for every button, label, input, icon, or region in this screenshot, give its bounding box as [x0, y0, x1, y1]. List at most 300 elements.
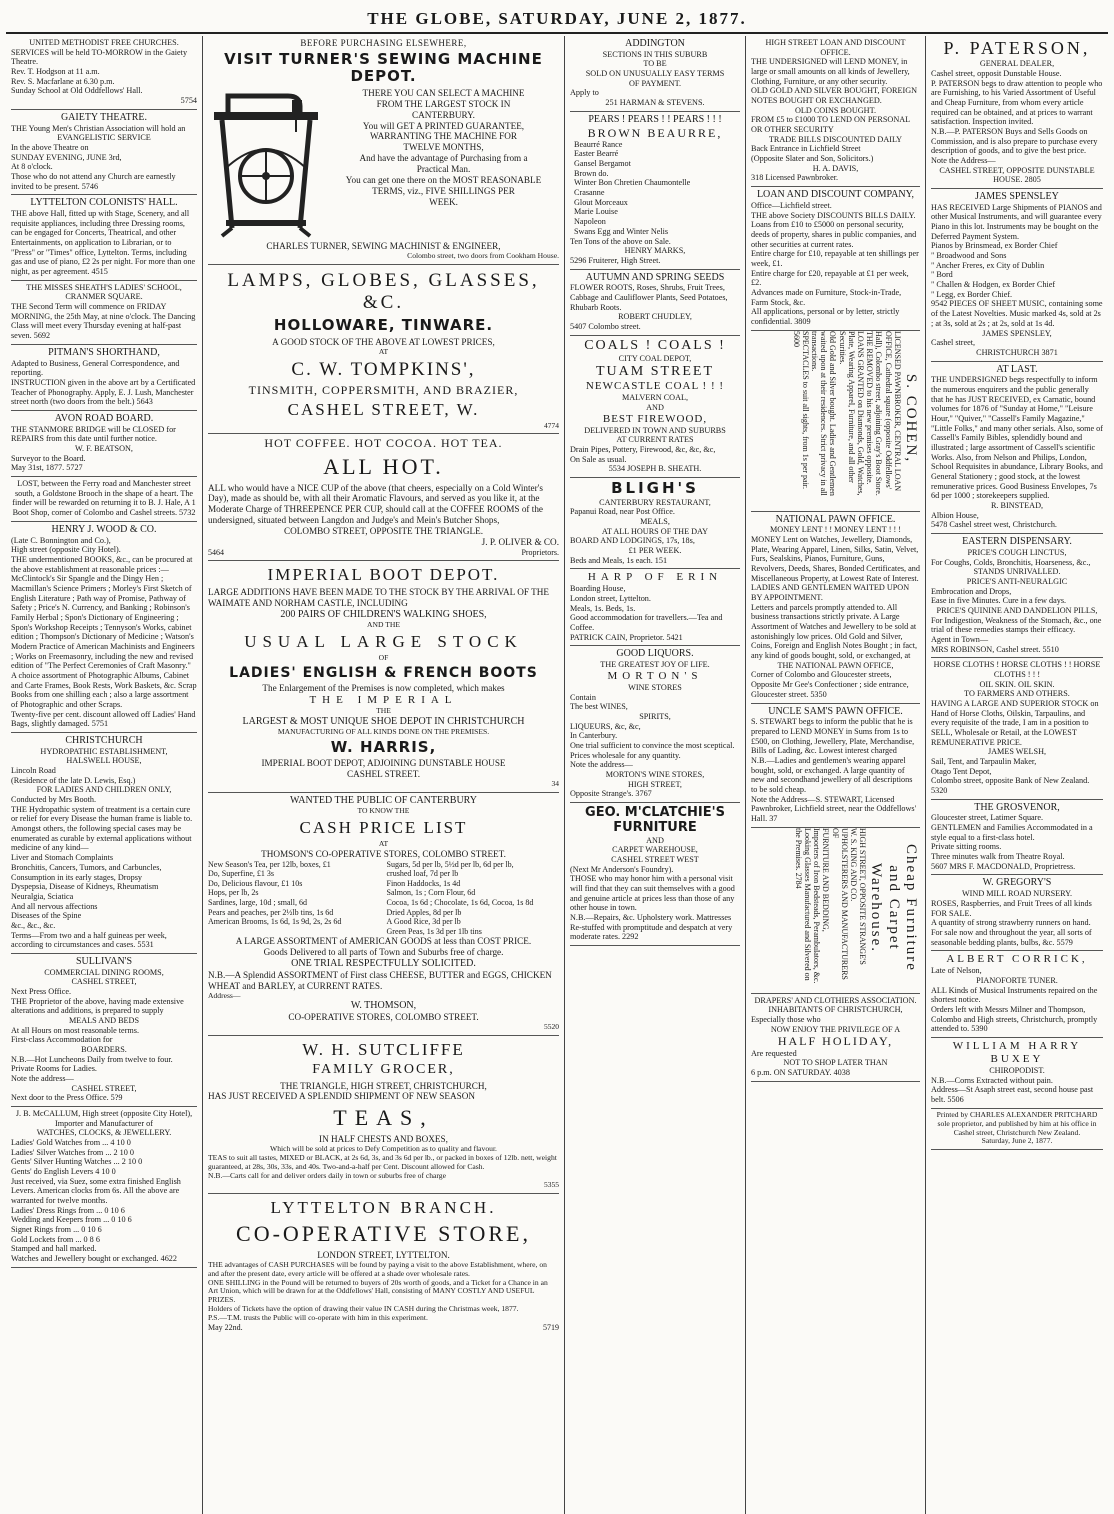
binstead-line: THE UNDERSIGNED begs respectfully to inform the numerous enquirers and the public generally that he has JUST RECEIVED, ex Carnatic, bound volumes for 1876 of "Sunday at Home," "Leisure Hour," "Quiver," "Cassell's Family Magazine," "Little Folks," and many other serials. Also, some of Cassell's Family Bibles, splendidly bound and illustrated ; large assortment of Cassell's scientific Works. Also, from Nelson and Philips, London, School Requisites in abundance, Library Books, and General Stationery ; good stock, at the lowest remunerative prices. Good Business Envelopes, 7s 6d per 1000 ; storekeepers supplied.	[931, 375, 1104, 501]
blighs-line: £1 PER WEEK.	[628, 546, 682, 556]
loan-discount-line: Entire charge for £10, repayable at ten shillings per week, £1.	[751, 249, 919, 268]
binstead-line: 5478 Cashel street west, Christchurch.	[931, 520, 1057, 530]
boot-l10: LARGEST & MOST UNIQUE SHOE DEPOT IN CHRISTCHURCH	[242, 715, 525, 727]
dispensary-line: Embrocation and Drops,	[931, 586, 1012, 596]
national-line: Corner of Colombo and Gloucester streets, Opposite Mr Gee's Confectioner ; side entrance, Gloucester street. 5350	[751, 670, 909, 699]
sullivan-line: THE Proprietor of the above, having made extensive alterations and additions, is prepared to supply	[11, 996, 184, 1016]
dispensary-line: For Coughs, Colds, Bronchitis, Hoarseness, &c.,	[931, 557, 1091, 567]
national-line: THE NATIONAL PAWN OFFICE,	[777, 660, 894, 670]
spensley-line: Cashel street,	[931, 338, 976, 348]
thomson-l6: A LARGE ASSORTMENT of AMERICAN GOODS at less than COST PRICE.	[235, 936, 532, 947]
sullivan-line: Next door to the Press Office. 5?9	[11, 1093, 123, 1103]
ad-pitman	[11, 345, 197, 411]
thomson-l10: Address—	[208, 990, 241, 1000]
thomson-l9: N.B.—A Splendid ASSORTMENT of First class CHEESE, BUTTER and EGGS, CHICKEN WHEAT and BARLEY, at CURRENT RATES.	[208, 969, 552, 991]
blighs-line: Beds and Meals, 1s each. 151	[570, 555, 668, 565]
drapers-line: Especially those who	[751, 1015, 821, 1025]
thomson-price-item: Dried Apples, 8d per lb	[386, 907, 462, 917]
paterson-line: CASHEL STREET, OPPOSITE DUNSTABLE HOUSE. 2805	[939, 165, 1095, 185]
boot-body: LARGE ADDITIONS HAVE BEEN MADE TO THE STOCK BY THE ARRIVAL OF THE WAIMATE AND NORHAM CASTLE, INCLUDING	[208, 587, 549, 609]
thomson-price-item: A Good Rice, 3d per lb	[386, 917, 461, 927]
sullivan-line: SULLIVAN'S	[75, 955, 133, 967]
turner-body-line: You can get one there on the MOST REASONABLE	[345, 174, 542, 185]
addington-line: SOLD ON UNUSUALLY EASY TERMS	[585, 69, 725, 79]
loan-line: H. A. DAVIS,	[812, 163, 859, 173]
blighs-line: AT ALL HOURS OF THE DAY	[601, 526, 709, 536]
tompkins-l7: CASHEL STREET, W.	[287, 399, 480, 419]
ad-grosvenor	[931, 800, 1103, 876]
coals-line: TUAM STREET	[595, 363, 715, 379]
welsh-line: Colombo street, opposite Bank of New Zealand. 5320	[931, 776, 1090, 795]
turner-body-line: WARRANTING THE MACHINE FOR	[369, 131, 518, 142]
turner-body-line: And have the advantage of Purchasing from a	[359, 153, 528, 164]
loan-line: OLD COINS BOUGHT.	[794, 105, 877, 115]
hydro-line: Consumption in its early stages, Dropsy	[11, 872, 142, 882]
paterson-line: Cashel street, opposit Dunstable House.	[931, 68, 1062, 78]
national-line: LADIES AND GENTLEMEN WAITED UPON BY APPOINTMENT.	[751, 583, 910, 603]
thomson-price-item: Sugars, 5d per lb, 5½d per lb, 6d per lb,	[386, 859, 514, 869]
mcallum-line: Gold Lockets from ... 0 8 6	[11, 1234, 100, 1244]
morton-line: MORTON'S	[607, 669, 703, 682]
mcallum-line: Stamped and hall marked.	[11, 1244, 97, 1254]
erin-line: London street, Lyttelton.	[570, 594, 651, 604]
hydro-line: THE Hydropathic system of treatment is a certain cure or relief for every Disease the human frame is liable to. Amongst others, the following special cases may be enumerated as curable by external applications without medicine of any kind—	[11, 804, 193, 853]
mcallum-line: Just received, via Suez, some extra finished English Levers. American clocks from 6s. All the above are warranted for twelve months.	[11, 1176, 181, 1206]
pears-line: PEARS ! PEARS ! ! PEARS ! ! !	[588, 113, 722, 125]
loan-line: OLD GOLD AND SILVER BOUGHT, FOREIGN NOTES BOUGHT OR EXCHANGED.	[751, 86, 918, 106]
sullivan-line: BOARDERS.	[81, 1045, 127, 1055]
hydro-line: Terms—From two and a half guineas per week, according to circumstances and cases. 5531	[11, 930, 167, 950]
gregory-line: WIND MILL ROAD NURSERY.	[961, 889, 1073, 899]
columns	[6, 36, 1108, 1514]
pears-line: Marie Louise	[574, 207, 618, 217]
corrick-line: Late of Nelson,	[931, 966, 982, 976]
oliver-l2: ALL HOT.	[323, 453, 444, 479]
ad-national	[751, 512, 920, 704]
hydro-line: Lincoln Road	[11, 766, 56, 776]
corrick-line: ALL Kinds of Musical Instruments repaired on the shortest notice.	[931, 985, 1098, 1005]
pitman-line: INSTRUCTION given in the above art by a Certificated Teacher of Phonography. Apply, E. J. Lush, Manchester street north (two doors from the belt.) 5643	[11, 377, 196, 407]
oliver-l1: HOT COFFEE. HOT COCOA. HOT TEA.	[264, 436, 503, 451]
pears-line: Gansel Bergamot	[574, 159, 631, 169]
spensley-line: Pianos by Brinsmead, ex Border Chief	[931, 241, 1058, 251]
sutcliffe-l3: THE TRIANGLE, HIGH STREET, CHRISTCHURCH,	[280, 1080, 487, 1091]
boot-l13: IMPERIAL BOOT DEPOT, ADJOINING DUNSTABLE HOUSE	[261, 758, 506, 769]
coals-line: On Sale as usual.	[570, 454, 627, 464]
sutcliffe-l1: W. H. SUTCLIFFE	[302, 1039, 465, 1059]
seeds-line: AUTUMN AND SPRING SEEDS	[585, 271, 725, 283]
methodist-line: 5754	[180, 96, 197, 106]
coals-line: AND	[646, 403, 664, 413]
seeds-line: FLOWER ROOTS, Roses, Shrubs, Fruit Trees, Cabbage and Cauliflower Plants, Seed Potatoes, Rhubarb Roots.	[570, 283, 728, 312]
morton-line: SPIRITS,	[639, 711, 671, 721]
lyttelton-l2: CO-OPERATIVE STORE,	[236, 1220, 531, 1246]
ad-uncle	[751, 704, 920, 828]
pears-line: HENRY MARKS,	[624, 246, 686, 256]
thomson-price-item: Salmon, 1s ; Corn Flour, 6d	[386, 888, 476, 898]
thomson-right-list	[387, 860, 560, 937]
ad-welsh	[931, 658, 1103, 799]
ad-addington	[570, 36, 740, 112]
ad-lyttelton-hall	[11, 195, 197, 281]
coals-line: COALS ! COALS !	[584, 337, 726, 353]
sullivan-line: Private Rooms for Ladies.	[11, 1064, 97, 1074]
ad-gaiety	[11, 110, 197, 196]
pears-line: Ten Tons of the above on Sale.	[570, 236, 671, 246]
king-rotated-text	[794, 828, 919, 988]
blighs-line: CANTERBURY RESTAURANT,	[599, 497, 711, 507]
boot-l7: The Enlargement of the Premises is now completed, which makes	[262, 683, 505, 694]
king-line: Importers of Iron Bedsteads, Perambulators, &c.	[812, 827, 822, 984]
sullivan-line: Next Press Office.	[11, 987, 72, 997]
corrick-line: ALBERT CORRICK,	[946, 953, 1088, 966]
avon-line: W. F. BEATSON,	[75, 444, 133, 454]
mcallum-line: Ladies' Dress Rings from ... 0 10 6	[11, 1205, 125, 1215]
ad-coals	[570, 336, 740, 478]
drapers-line: NOW ENJOY THE PRIVILEGE OF A	[770, 1024, 901, 1034]
methodist-line: Sunday School at Old Oddfellows' Hall.	[11, 86, 143, 96]
ad-king	[751, 828, 920, 994]
sullivan-line: COMMERCIAL DINING ROOMS,	[44, 967, 164, 977]
lyttelton-hall-line: LYTTELTON COLONISTS' HALL.	[30, 197, 178, 209]
cohen-line: S. COHEN,	[903, 373, 919, 463]
ad-sheath	[11, 281, 197, 345]
addington-line: SECTIONS IN THIS SUBURB	[602, 49, 708, 59]
buxey-line: Address—St Asaph street east, second house past belt. 5506	[931, 1085, 1094, 1104]
dispensary-line: STANDS UNRIVALLED.	[973, 567, 1061, 577]
national-line: MONEY LENT ! ! MONEY LENT ! ! !	[770, 525, 901, 535]
boot-l8: THE IMPERIAL	[309, 694, 458, 707]
buxey-line: CHIROPODIST.	[989, 1065, 1045, 1075]
grosvenor-line: THE GROSVENOR,	[974, 801, 1060, 813]
boot-l12: W. HARRIS,	[330, 737, 437, 756]
loan-line: 318 Licensed Pawnbroker.	[751, 173, 839, 183]
ad-thomson	[208, 793, 559, 1036]
pears-line: Brown do.	[574, 168, 609, 178]
imprint-line: Printed by CHARLES ALEXANDER PRITCHARD sole proprietor, and published by him at his office in Cashel street, Christchurch New Zealand.	[936, 1109, 1098, 1137]
thomson-price-item: Finon Haddocks, 1s 4d	[386, 878, 461, 888]
ad-sutcliffe	[208, 1036, 559, 1194]
grosvenor-line: Three minutes walk from Theatre Royal.	[931, 852, 1065, 862]
gregory-line: ROSES, Raspberries, and Fruit Trees of all kinds FOR SALE.	[931, 898, 1092, 918]
king-line: FURNITURE AND BEDDING,	[821, 827, 831, 932]
loan-discount-line: All applications, personal or by letter, strictly confidential. 3809	[751, 307, 900, 326]
sutcliffe-l4: TEAS,	[333, 1105, 434, 1131]
tompkins-l2: HOLLOWARE, TINWARE.	[273, 316, 494, 335]
sutcliffe-l6: Which will be sold at prices to Defy Competition as to quality and flavour.	[270, 1144, 497, 1154]
cohen-line: LOANS GRANTED on Diamonds, Gold, Watches, Plate, Wearing Apparel, Furniture, and all other Securities.	[837, 330, 865, 496]
ad-drapers	[751, 994, 920, 1082]
morton-line: LIQUEURS, &c, &c,	[570, 721, 641, 731]
thomson-l5: THOMSON'S CO-OPERATIVE STORES, COLOMBO STREET.	[261, 848, 506, 859]
lyttelton-l6: P.S.—T.M. trusts the Public will co-operate with him in this experiment.	[208, 1313, 428, 1323]
thomson-price-item: American Brooms, 1s 6d, 1s 9d, 2s, 2s 6d	[208, 917, 342, 927]
sullivan-line: First-class Accommodation for	[11, 1035, 113, 1045]
avon-line: AVON ROAD BOARD.	[54, 412, 154, 424]
dispensary-line: PRICE'S COUGH LINCTUS,	[967, 547, 1067, 557]
mcallum-line: J. B. McCALLUM, High street (opposite City Hotel), Importer and Manufacturer of	[15, 1109, 193, 1128]
cohen-line: LICENSED PAWNBROKER, CENTRAL LOAN OFFICE, Cathedral square (opposite Oddfellows' Hall), Colombo street, adjoining Gray's Boot Store. THE REMOVED to his new premises opposite.	[865, 330, 902, 496]
national-line: MONEY Lent on Watches, Jewellery, Diamonds, Plate, Wearing Apparel, Linen, Silks, Satin, Velvet, Furs, Sealskins, Pianos, Furniture, Guns, Revolvers, Deeds, Shares, Bonded Certificates, and Miscellaneous Property, at Lowest Rate of Interest.	[751, 535, 920, 583]
drapers-line: 6 p.m. ON SATURDAY. 4038	[751, 1067, 850, 1077]
loan-discount-line: Entire charge for £20, repayable at £1 per week, £2.	[751, 268, 909, 288]
king-line: Looking Glasses Manufactured and Silvered on the Premises. 2784	[793, 827, 813, 981]
thomson-price-item: Cocoa, 1s 6d ; Chocolate, 1s 6d, Cocoa, 1s 8d	[386, 897, 534, 907]
column-5	[925, 36, 1108, 1514]
boot-l9: THE	[376, 705, 391, 715]
ad-avon	[11, 411, 197, 477]
ad-buxey	[931, 1038, 1103, 1109]
drapers-line: DRAPERS' AND CLOTHIERS ASSOCIATION.	[754, 995, 917, 1005]
boot-l5: OF	[378, 652, 389, 662]
turner-body-line: THERE YOU CAN SELECT A MACHINE	[362, 87, 525, 98]
ad-sullivan	[11, 954, 197, 1107]
mcallum-line: Wedding and Keepers from ... 0 10 6	[11, 1215, 132, 1225]
mclatchie-line: N.B.—Repairs, &c. Upholstery work. Mattresses Re-stuffed with promptitude and despatch at very moderate rates. 2292	[570, 912, 733, 942]
loan-discount-line: THE above Society DISCOUNTS BILLS DAILY.	[751, 210, 916, 220]
gaiety-line: In the above Theatre on	[11, 142, 89, 152]
thomson-left-list	[208, 860, 381, 937]
ad-methodist	[11, 36, 197, 110]
king-line: W. S. KING AND CO.	[849, 827, 859, 901]
sutcliffe-l8: N.B.—Carts call for and deliver orders daily in town or suburbs free of charge	[208, 1170, 446, 1180]
ad-gregory	[931, 875, 1103, 951]
coals-line: 5534 JOSEPH B. SHEATH.	[608, 464, 702, 474]
masthead: THE GLOBE, SATURDAY, JUNE 2, 1877.	[6, 6, 1108, 34]
ad-cohen	[751, 331, 920, 512]
ad-turner	[208, 36, 559, 265]
lyttelton-l7: May 22nd.	[208, 1323, 243, 1333]
turner-body-line: WEEK.	[429, 196, 458, 207]
thomson-price-item: Green Peas, 1s 3d per 1lb tins	[386, 926, 482, 936]
thomson-price-item: Do, Delicious flavour, £1 10s	[208, 878, 303, 888]
turner-body-line: Practical Man.	[416, 164, 471, 174]
welsh-line: Sail, Tent, and Tarpaulin Maker,	[931, 756, 1037, 766]
thomson-price-item: Hops, per lb, 2s	[208, 888, 259, 898]
pitman-line: Adapted to Business, General Correspondence, and reporting.	[11, 358, 180, 378]
blighs-line: BLIGH'S	[611, 479, 699, 498]
tompkins-num: 4774	[544, 420, 559, 430]
turner-body-line: TWELVE MONTHS,	[403, 142, 484, 153]
paterson-line: P. PATERSON,	[943, 38, 1091, 58]
drapers-line: Are requested	[751, 1048, 797, 1058]
thomson-l2: TO KNOW THE	[357, 805, 410, 815]
imprint-line: Saturday, June 2, 1877.	[981, 1136, 1053, 1146]
boot-l2: 200 PAIRS OF CHILDREN'S WALKING SHOES,	[280, 608, 487, 620]
sullivan-line: Note the address—	[11, 1074, 74, 1084]
boot-l3: AND THE	[367, 619, 400, 629]
sutcliffe-num: 5355	[544, 1179, 559, 1189]
mclatchie-line: THOSE who may honor him with a personal visit will find that they can suit themselves with a good and genuine article at prices less than those of any other house in town.	[570, 874, 735, 913]
sutcliffe-l7: TEAS to suit all tastes, MIXED or BLACK, at 2s 6d, 3s, and 3s 6d per lb., or packed in boxes of 12lb. nett, weight guaranteed, at 28s, 30s, 33s, and 40s. Two-and-a-half per Cent. Discount allowed for Cash.	[208, 1153, 557, 1171]
corrick-line: PIANOFORTE TUNER.	[976, 975, 1058, 985]
spensley-line: CHRISTCHURCH 3871	[976, 347, 1058, 357]
gaiety-line: At 8 o'clock.	[11, 162, 53, 172]
thomson-l3: CASH PRICE LIST	[299, 817, 468, 837]
ad-oliver	[208, 434, 559, 561]
coals-line: MALVERN COAL,	[621, 393, 689, 403]
column-2	[202, 36, 564, 1514]
sullivan-line: N.B.—Hot Luncheons Daily from twelve to four.	[11, 1054, 173, 1064]
addington-line: TO BE	[643, 59, 667, 69]
pears-line: Napoleon	[574, 217, 606, 227]
ad-corrick	[931, 951, 1103, 1038]
erin-line: HARP OF ERIN	[587, 571, 723, 584]
boot-l11: MANUFACTURING OF ALL KINDS DONE ON THE PREMISES.	[277, 726, 490, 736]
tompkins-l4: AT	[378, 347, 389, 357]
turner-body-line: You will GET A PRINTED GUARANTEE,	[362, 120, 525, 131]
ad-mcallum	[11, 1107, 197, 1268]
addington-line: ADDINGTON	[625, 38, 685, 49]
oliver-sig: J. P. OLIVER & CO.	[481, 536, 559, 547]
loan-line: (Opposite Slater and Son, Solicitors.)	[751, 154, 874, 164]
pears-line: Winter Bon Chretien Chaumontelle	[574, 178, 691, 188]
erin-line: PATRICK CAIN, Proprietor. 5421	[570, 632, 683, 642]
lyttelton-l4: ONE SHILLING in the Pound will be returned to buyers of 20s worth of goods, and a Ticket for a Chance in an Art Union, which will be drawn for at the Oddfellows' Hall, consisting of MANY COSTLY AND USEFUL PRIZES.	[208, 1277, 548, 1305]
loan-discount-line: Office—Lichfield street.	[751, 200, 832, 210]
hydro-line: Dyspepsia, Disease of Kidneys, Rheumatism	[11, 882, 159, 892]
ad-loan	[751, 36, 920, 187]
mcallum-line: Signet Rings from ... 0 10 6	[11, 1225, 102, 1235]
coals-line: NEWCASTLE COAL ! ! !	[585, 380, 725, 393]
spensley-line: JAMES SPENSLEY,	[982, 328, 1052, 338]
morton-line: Note the address—	[570, 760, 633, 770]
grosvenor-line: GENTLEMEN and Families Accommodated in a style equal to a first-class hotel.	[931, 823, 1093, 842]
blighs-line: MEALS,	[640, 517, 670, 527]
coals-line: Drain Pipes, Pottery, Firewood, &c, &c, &c,	[570, 445, 716, 454]
lyttelton-num: 5719	[543, 1323, 559, 1333]
boot-l14: CASHEL STREET.	[347, 769, 420, 780]
grosvenor-line: Private sitting rooms.	[931, 842, 1002, 852]
lyttelton-l5: Holders of Tickets have the option of drawing their value IN CASH during the Christmas week, 1877.	[208, 1304, 519, 1314]
mclatchie-line: FURNITURE	[613, 820, 697, 836]
hydro-line: HALSWELL HOUSE,	[66, 756, 142, 766]
cohen-line: SPECTACLES to suit all sights, from 1s per pair. 5600	[791, 330, 810, 489]
erin-line: Boarding House,	[570, 584, 626, 594]
turner-l1: BEFORE PURCHASING ELSEWHERE,	[300, 38, 467, 48]
thomson-num: 5520	[544, 1022, 559, 1032]
blighs-line: Papanui Road, near Post Office.	[570, 507, 675, 517]
loan-line: Back Entrance in Lichfield Street	[751, 144, 861, 154]
paterson-line: N.B.—P. PATERSON Buys and Sells Goods on Commission, and is also prepare to purchase every description of goods, and to give the best price.	[931, 126, 1098, 156]
coals-line: DELIVERED IN TOWN AND SUBURBS	[584, 425, 726, 435]
loan-discount-line: LOAN AND DISCOUNT COMPANY,	[756, 189, 915, 201]
thomson-price-item: crushed loaf, 7d per lb	[386, 869, 459, 879]
gregory-line: W. GREGORY'S	[982, 877, 1052, 889]
drapers-line: HALF HOLIDAY,	[777, 1034, 894, 1049]
buxey-line: N.B.—Corns Extracted without pain.	[931, 1075, 1053, 1085]
morton-line: Prices wholesale for any quantity.	[570, 750, 681, 760]
hydro-line: Diseases of the Spine	[11, 911, 82, 921]
oliver-role: Proprietors.	[521, 547, 559, 557]
morton-line: MORTON'S WINE STORES,	[605, 769, 705, 779]
mcallum-line: Gents' do English Levers 4 10 0	[11, 1167, 116, 1177]
ad-lyttelton-branch	[208, 1194, 559, 1336]
mcallum-line: WATCHES, CLOCKS, & JEWELLERY.	[36, 1128, 172, 1138]
mclatchie-line: (Next Mr Anderson's Foundry).	[570, 864, 674, 874]
wood-line: McClintock's Sir Spangle and the Dingy Hen ; Macmillan's Science Primers ; Morley's First Sketch of English Literature ; Path way of Promise, Pathway of Safety ; Price's N. Currency, and Banking ; Robinson's Family Herbal ; Spon's Dictionary of Engineering ; Spon's Workshop Receipts ; Tennyson's Works, cabinet edition ; Thompson's Dictionary of Medicine ; Watson's Modern Practice of American Machinists and Engineers ; Works on Freemasonry, including the new and revised edition of "The Perfect Ceremonies of Craft Masonry." A choice assortment of Photographic Albums, Cabinet and Carte Frames, Book Rests, Work Baskets, &c. Scrap Books from one shilling each ; also a large assortment of Photographic and other Scraps.	[11, 574, 197, 709]
morton-line: GOOD LIQUORS.	[616, 648, 694, 660]
spensley-line: " Challen & Hodgen, ex Border Chief	[931, 280, 1056, 290]
gaiety-line: GAIETY THEATRE.	[60, 111, 148, 123]
grosvenor-line: Gloucester street, Latimer Square.	[931, 813, 1044, 823]
wood-line: High street (opposite City Hotel).	[11, 545, 121, 555]
dispensary-line: For Indigestion, Weakness of the Stomach, &c., one trial of these remedies stamps their efficacy.	[931, 615, 1102, 635]
national-line: NATIONAL PAWN OFFICE.	[775, 513, 896, 525]
pears-line: 5296 Fruiterer, High Street.	[570, 255, 661, 265]
lyttelton-hall-line: THE above Hall, fitted up with Stage, Scenery, and all requisite appliances, including three Dressing rooms, can be engaged for Concerts, Theatrical, and other Entertainments, on application to Librarian, or to "Press" or "Times" office, Lyttelton. Terms, including gas and use of piano, £2 2s per night. For more than one night, as per agreement. 4515	[11, 209, 196, 277]
turner-l2: VISIT TURNER'S SEWING MACHINE DEPOT.	[224, 49, 543, 86]
wood-line: HENRY J. WOOD & CO.	[51, 523, 157, 535]
gregory-line: For sale now and throughout the year, all sorts of seasonable bedding plants, bulbs, &c. 5579	[931, 927, 1092, 947]
methodist-line: SERVICES will be held TO-MORROW in the Gaiety Theatre.	[11, 47, 188, 67]
addington-line: 251 HARMAN & STEVENS.	[605, 98, 705, 108]
thomson-price-item: Pears and peaches, per 2½lb tins, 1s 6d	[208, 907, 334, 917]
ad-spensley	[931, 189, 1103, 362]
column-4	[745, 36, 925, 1514]
turner-body	[328, 88, 559, 241]
ad-hydro	[11, 733, 197, 954]
tompkins-l5: C. W. TOMPKINS',	[291, 358, 476, 380]
seeds-line: ROBERT CHUDLEY,	[618, 312, 692, 322]
spensley-line: " Legg, ex Border Chief.	[931, 289, 1013, 299]
morton-line: The best WINES,	[570, 702, 628, 712]
thomson-l4: AT	[378, 838, 389, 848]
gaiety-line: EVANGELISTIC SERVICE	[57, 133, 151, 143]
pears-line: Crasanne	[574, 188, 605, 198]
sheath-line: THE Second Term will commence on FRIDAY MORNING, the 25th May, at nine o'clock. The Dancing Class will meet every Thursday evening at half-past seven. 5692	[11, 302, 196, 341]
coals-line: BEST FIREWOOD,	[602, 412, 708, 425]
ad-lost	[11, 477, 197, 522]
oliver-num: 5464	[208, 547, 224, 557]
national-line: Letters and parcels promptly attended to. All business transactions strictly private. A Large Assortment of Watches and Jewellery to be sold at astonishingly low prices. Old Gold and Silver, Coins, Foreign and English Notes Bought ; in fact, any kind of goods bought, sold, or exchanged, at	[751, 602, 918, 661]
loan-discount-line: Loans from £10 to £5000 on personal security, deeds of property, shares in public companies, and other securities at current rates.	[751, 220, 917, 249]
sutcliffe-l2: FAMILY GROCER,	[312, 1062, 455, 1078]
welsh-line: TO FARMERS AND OTHERS.	[964, 689, 1070, 699]
gaiety-line: Those who do not attend any Church are earnestly invited to be present. 5746	[11, 171, 176, 191]
hydro-line: And all nervous affections	[11, 901, 98, 911]
hydro-line: (Residence of the late D. Lewis, Esq.)	[11, 775, 136, 785]
hydro-line: Conducted by Mrs Booth.	[11, 795, 97, 805]
ad-wood	[11, 522, 197, 733]
paterson-line: P. PATERSON begs to draw attention to people who are Furnishing, to his Varied Assortment of Useful and Cheap Furniture, from whom every article required can be obtained, and at prices to warrant satisfaction. Inspection invited.	[931, 78, 1103, 127]
sheath-line: THE MISSES SHEATH'S LADIES' SCHOOL, CRANMER SQUARE.	[26, 282, 182, 302]
coals-line: AT CURRENT RATES	[616, 435, 694, 445]
ad-paterson	[931, 36, 1103, 189]
thomson-price-item: New Season's Tea, per 12lb, boxes, £1	[208, 859, 331, 869]
ad-blighs	[570, 478, 740, 569]
hydro-line: HYDROPATHIC ESTABLISHMENT,	[40, 746, 168, 756]
cohen-rotated-text	[792, 331, 920, 506]
welsh-line: HAVING A LARGE AND SUPERIOR STOCK on Hand of Horse Cloths, Oilskin, Tarpaulins, and every requisite of the trade, I am in a position to SELL, Wholesale or Retail, at the LOWEST REMUNERATIVE PRICE.	[931, 698, 1099, 747]
addington-line: Apply to	[570, 88, 599, 98]
tompkins-l6: TINSMITH, COPPERSMITH, AND BRAZIER,	[248, 383, 519, 398]
morton-line: One trial sufficient to convince the most sceptical.	[570, 740, 735, 750]
avon-line: Surveyor to the Board.	[11, 453, 86, 463]
ad-tompkins	[208, 265, 559, 435]
avon-line: THE STANMORE BRIDGE will be CLOSED for REPAIRS from this date until further notice.	[11, 424, 176, 444]
spensley-line: " Bord	[931, 270, 953, 280]
sullivan-line: CASHEL STREET,	[71, 977, 137, 987]
ad-dispensary	[931, 534, 1103, 658]
lyttelton-body: THE advantages of CASH PURCHASES will be found by paying a visit to the above Establishment, where, on and after the present date, every article will be offered at a shade over wholesale rates.	[208, 1259, 547, 1278]
oliver-addr: COLOMBO STREET, OPPOSITE THE TRIANGLE.	[283, 525, 484, 536]
dispensary-line: MRS ROBINSON, Cashel street. 5510	[931, 644, 1059, 654]
pears-line: Easter Bearré	[574, 149, 619, 159]
welsh-line: HORSE CLOTHS ! HORSE CLOTHS ! ! HORSE CLOTHS ! ! !	[933, 660, 1101, 679]
loan-line: FROM £5 to £1000 TO LEND ON PERSONAL OR OTHER SECURITY	[751, 115, 910, 135]
uncle-line: UNCLE SAM'S PAWN OFFICE.	[768, 705, 903, 717]
